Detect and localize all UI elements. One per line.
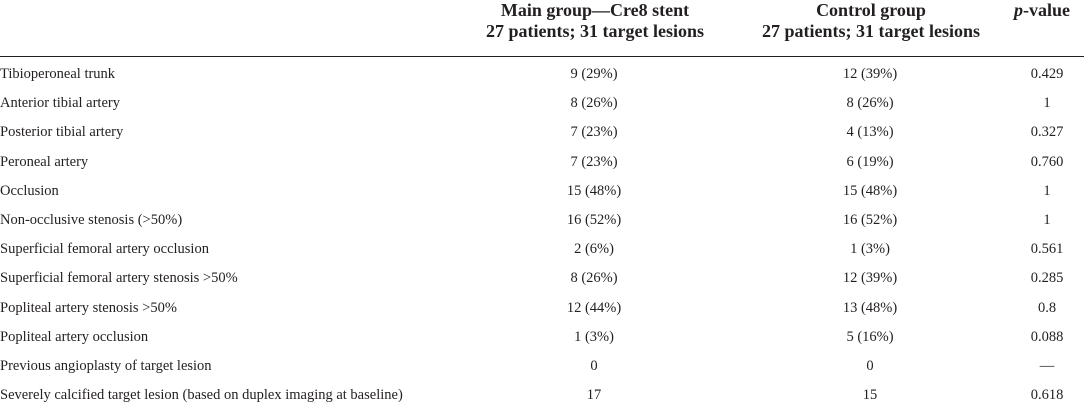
cell-control-group: 12 (39%) — [842, 270, 898, 287]
row-label: Popliteal artery stenosis >50% — [0, 299, 177, 316]
header-control-group — [716, 0, 1026, 42]
table-header — [0, 0, 1084, 57]
cell-control-group: 15 (48%) — [842, 182, 898, 199]
header-main-subtitle: 27 patients; 31 target lesions — [486, 21, 704, 41]
cell-p-value: 0.561 — [1030, 241, 1064, 258]
row-label: Previous angioplasty of target lesion — [0, 357, 212, 374]
cell-control-group: 1 (3%) — [850, 241, 890, 258]
table-row — [0, 235, 1084, 264]
header-control-subtitle: 27 patients; 31 target lesions — [762, 21, 980, 41]
header-main-group — [440, 0, 750, 42]
table-row — [0, 118, 1084, 147]
cell-control-group: 4 (13%) — [846, 124, 894, 141]
cell-p-value: — — [1039, 357, 1055, 374]
cell-main-group: 16 (52%) — [566, 211, 622, 228]
cell-p-value: 1 — [1043, 182, 1051, 199]
cell-main-group: 17 — [586, 387, 602, 404]
cell-main-group: 1 (3%) — [574, 328, 614, 345]
cell-p-value: 0.8 — [1037, 299, 1057, 316]
cell-main-group: 12 (44%) — [566, 299, 622, 316]
cell-control-group: 16 (52%) — [842, 211, 898, 228]
row-label: Popliteal artery occlusion — [0, 328, 149, 345]
cell-control-group: 12 (39%) — [842, 66, 898, 82]
cell-control-group: 6 (19%) — [846, 153, 894, 170]
row-label: Occlusion — [0, 182, 59, 199]
table-row — [0, 294, 1084, 323]
cell-control-group: 15 — [862, 387, 878, 404]
cell-control-group: 13 (48%) — [842, 299, 898, 316]
cell-p-value: 1 — [1043, 95, 1051, 112]
cell-main-group: 7 (23%) — [570, 124, 618, 141]
cell-control-group: 5 (16%) — [846, 328, 894, 345]
table-row — [0, 352, 1084, 381]
header-control-title: Control group — [816, 0, 926, 20]
header-main-title: Main group—Cre8 stent — [500, 0, 690, 20]
cell-main-group: 0 — [590, 357, 598, 374]
cell-main-group: 8 (26%) — [570, 270, 618, 287]
table-row — [0, 177, 1084, 206]
cell-p-value: 0.760 — [1030, 153, 1064, 170]
row-label: Anterior tibial artery — [0, 95, 120, 112]
table-row — [0, 264, 1084, 293]
header-p-letter: p — [1014, 0, 1023, 20]
row-label: Peroneal artery — [0, 153, 89, 170]
header-p-value — [1000, 0, 1084, 21]
row-label: Tibioperoneal trunk — [0, 66, 116, 82]
row-label: Superficial femoral artery occlusion — [0, 241, 209, 258]
table-row — [0, 148, 1084, 177]
cell-p-value: 0.285 — [1030, 270, 1064, 287]
table-row — [0, 89, 1084, 118]
cell-main-group: 7 (23%) — [570, 153, 618, 170]
cell-p-value: 0.618 — [1030, 387, 1064, 404]
cell-main-group: 8 (26%) — [570, 95, 618, 112]
row-label: Severely calcified target lesion (based on duplex imaging at baseline) — [0, 387, 403, 404]
cell-main-group: 9 (29%) — [570, 66, 618, 82]
cell-p-value: 0.429 — [1030, 66, 1064, 82]
cell-p-value: 1 — [1043, 211, 1051, 228]
row-label: Posterior tibial artery — [0, 124, 124, 141]
header-p-suffix: -value — [1023, 0, 1070, 20]
table-body — [0, 60, 1084, 410]
cell-p-value: 0.088 — [1030, 328, 1064, 345]
table-row — [0, 60, 1084, 89]
table-row — [0, 206, 1084, 235]
cell-main-group: 15 (48%) — [566, 182, 622, 199]
cell-control-group: 0 — [866, 357, 874, 374]
cell-p-value: 0.327 — [1030, 124, 1064, 141]
row-label: Superficial femoral artery stenosis >50% — [0, 270, 238, 287]
row-label: Non-occlusive stenosis (>50%) — [0, 211, 183, 228]
cell-main-group: 2 (6%) — [574, 241, 614, 258]
table-row — [0, 323, 1084, 352]
cell-control-group: 8 (26%) — [846, 95, 894, 112]
